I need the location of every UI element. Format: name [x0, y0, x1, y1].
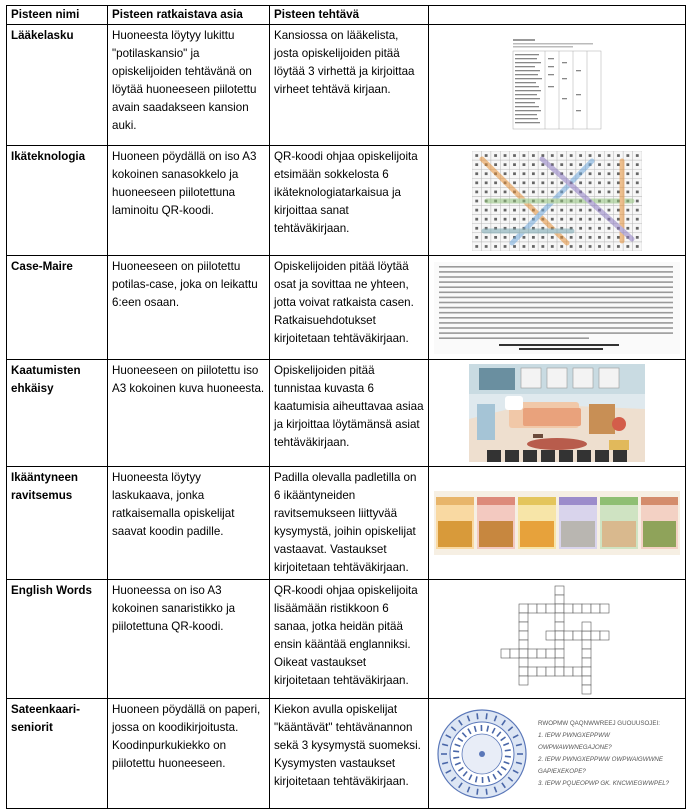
room-illustration-thumbnail	[469, 364, 645, 462]
station-assignment: Opiskelijoiden pitää löytää osat ja sovittaa ne yhteen, jotta voivat ratkaista casen. Ratkaisuehdotukset kirjoitetaan tehtäväkirjaan.	[270, 256, 429, 360]
table-row	[7, 360, 686, 467]
cipher-text-block	[538, 718, 680, 790]
header-assignment: Pisteen tehtävä	[270, 6, 429, 25]
crossword-thumbnail	[497, 583, 617, 695]
station-assignment: Opiskelijoiden pitää tunnistaa kuvasta 6 kaatumisia aiheuttavaa asiaa ja kirjoittaa löytämänsä asiat tehtäväkirjaan.	[270, 360, 429, 467]
station-task: Huoneen pöydällä on paperi, jossa on koodikirjoitusta. Koodinpurkukiekko on piilotettu huoneeseen.	[108, 699, 270, 809]
table-row	[7, 25, 686, 146]
station-assignment: Padilla olevalla padletilla on 6 ikääntyneiden ravitsemukseen liittyvää kysymystä, joihin opiskelijat vastaavat. Vastaukset kirjoitetaan tehtäväkirjaan.	[270, 467, 429, 580]
header-task-to-solve: Pisteen ratkaistava asia	[108, 6, 270, 25]
table-row	[7, 146, 686, 256]
medication-list-thumbnail	[507, 36, 607, 134]
station-assignment: QR-koodi ohjaa opiskelijoita etsimään sokkelosta 6 ikäteknologiatarkaisua ja kirjoittaa sanat tehtäväkirjaan.	[270, 146, 429, 256]
station-task: Huoneesta löytyy lukittu "potilaskansio" ja opiskelijoiden tehtävänä on löytää huoneeseen piilotettu avain saadakseen kansion auki.	[108, 25, 270, 146]
cipher-line: 3. IEPW PQUEOPWP GK. KNCWIEGWWPEL?	[538, 778, 680, 790]
station-name: Ikääntyneen ravitsemus	[7, 467, 108, 580]
cipher-line: 2. IEPW PWNGXEPPWW OWPWAIGWWNE GAPIEXEKOPE?	[538, 754, 680, 778]
table-row	[7, 256, 686, 360]
word-search-thumbnail	[472, 151, 642, 251]
station-name: Ikäteknologia	[7, 146, 108, 256]
cipher-line: RWOPMW QAQNWWREEJ GUOUUSOJEI:	[538, 718, 680, 730]
station-task: Huoneesta löytyy laskukaava, jonka ratkaisemalla opiskelijat saavat koodin padille.	[108, 467, 270, 580]
station-assignment: Kiekon avulla opiskelijat "kääntävät" tehtävänannon sekä 3 kysymystä suomeksi. Kysymysten vastaukset kirjoitetaan tehtäväkirjaan.	[270, 699, 429, 809]
cipher-wheel-icon	[436, 708, 528, 800]
station-task: Huoneen pöydällä on iso A3 kokoinen sanasokkelo ja huoneeseen piilotettuna laminoitu QR-koodi.	[108, 146, 270, 256]
station-name: Sateenkaari-seniorit	[7, 699, 108, 809]
station-task: Huoneeseen on piilotettu potilas-case, joka on leikattu 6:een osaan.	[108, 256, 270, 360]
stations-table	[6, 5, 686, 809]
station-assignment: QR-koodi ohjaa opiskelijoita lisäämään ristikkoon 6 sanaa, jotka heidän pitää ensin kääntää englanniksi. Oikeat vastaukset kirjoitetaan tehtäväkirjaan.	[270, 580, 429, 699]
table-row	[7, 699, 686, 809]
header-image	[429, 6, 686, 25]
station-name: Case-Maire	[7, 256, 108, 360]
station-assignment: Kansiossa on lääkelista, josta opiskelijoiden pitää löytää 3 virhettä ja kirjoittaa virheet tehtävä kirjaan.	[270, 25, 429, 146]
header-station-name: Pisteen nimi	[7, 6, 108, 25]
station-name: Lääkelasku	[7, 25, 108, 146]
station-task: Huoneeseen on piilotettu iso A3 kokoinen kuva huoneesta.	[108, 360, 270, 467]
station-task: Huoneessa on iso A3 kokoinen sanaristikko ja piilotettuna QR-koodi.	[108, 580, 270, 699]
table-row	[7, 580, 686, 699]
station-name: Kaatumisten ehkäisy	[7, 360, 108, 467]
patient-case-text-thumbnail	[434, 262, 680, 354]
padlet-thumbnail	[434, 491, 680, 555]
station-name: English Words	[7, 580, 108, 699]
cipher-wheel-thumbnail	[434, 704, 680, 804]
header-row	[7, 6, 686, 25]
table-row	[7, 467, 686, 580]
cipher-line: 1. IEPW PWNGXEPPWW OWPWAWWNEGAJONE?	[538, 730, 680, 754]
